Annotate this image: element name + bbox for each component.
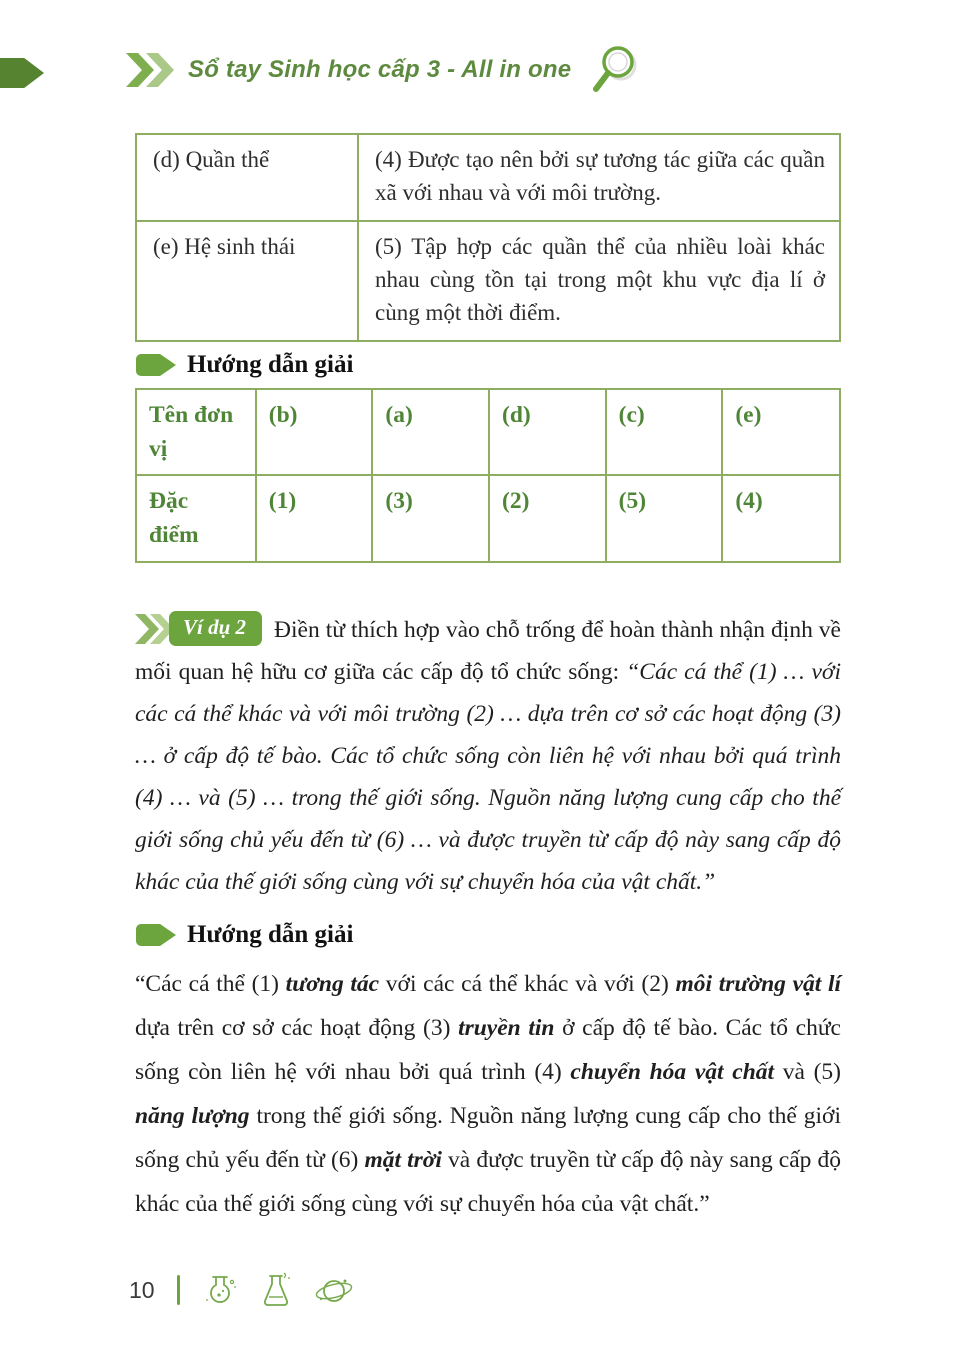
text-segment: ở cấp độ tế bào. Các tổ chức sống còn liên hệ với nhau bởi quá trình (4) [135, 1014, 841, 1085]
atom-planet-icon [312, 1270, 356, 1310]
text-segment: môi trường vật lí [675, 970, 842, 997]
footer-divider [177, 1275, 180, 1305]
footer-icons [200, 1270, 356, 1310]
double-chevron-icon [126, 53, 174, 87]
text-segment: “Các cá thể (1) [135, 970, 286, 997]
answer-cell: (5) [606, 475, 723, 561]
text-segment: và được truyền từ cấp độ này sang cấp độ khác của thế giới sống cùng với sự chuyển hóa của vật chất.” [135, 1146, 842, 1217]
answer-cell: (4) [722, 475, 840, 561]
answer-cell: (a) [372, 389, 489, 475]
answer-cell: (c) [606, 389, 723, 475]
table-row [136, 221, 840, 341]
table-row [136, 475, 840, 561]
erlenmeyer-flask-icon [256, 1270, 296, 1310]
magnifier-icon [585, 43, 641, 97]
matching-term-cell: (d) Quần thể [136, 134, 358, 221]
example2-marker [135, 611, 262, 646]
text-segment: truyền tin [458, 1014, 555, 1041]
text-segment: dựa trên cơ sở các hoạt động (3) [135, 1014, 459, 1041]
solution-heading-label: Hướng dẫn giải [187, 920, 354, 948]
matching-definition-cell: (4) Được tạo nên bởi sự tương tác giữa các quần xã với nhau và với môi trường. [358, 134, 840, 221]
matching-definition-cell: (5) Tập hợp các quần thể của nhiều loài khác nhau cùng tồn tại trong một khu vực địa lí ở cùng một thời điểm. [358, 221, 840, 341]
matching-term-cell: (e) Hệ sinh thái [136, 221, 358, 341]
chemistry-flask-icon [200, 1270, 240, 1310]
answer-cell: (b) [256, 389, 373, 475]
page-header [126, 44, 641, 96]
page-footer [129, 1270, 356, 1310]
text-segment: với các cá thể khác và với (2) [379, 970, 676, 997]
answer-cell: (2) [489, 475, 606, 561]
table-row [136, 389, 840, 475]
solution-arrow-icon [135, 923, 177, 947]
corner-ribbon-arrow [0, 58, 44, 88]
answer-cell: Đặc điểm [136, 475, 256, 561]
text-segment: tương tác [285, 970, 380, 997]
text-segment: Điền từ thích hợp vào chỗ trống để hoàn thành nhận định về mối quan hệ hữu cơ giữa các cấp độ tổ chức sống: [135, 616, 841, 685]
page-title: Sổ tay Sinh học cấp 3 - All in one [188, 56, 572, 83]
example2-paragraph [135, 609, 841, 903]
solution-heading [135, 921, 841, 949]
text-segment: chuyển hóa vật chất [570, 1058, 775, 1085]
solution-heading-label: Hướng dẫn giải [187, 351, 354, 379]
answer-cell: (d) [489, 389, 606, 475]
example2-text [135, 617, 841, 895]
solution-arrow-icon [135, 353, 177, 377]
text-segment: mặt trời [364, 1146, 442, 1173]
text-segment: “Các cá thể (1) … với các cá thể khác và với môi trường (2) … dựa trên cơ sở các hoạt động (3) … ở cấp độ tế bào. Các tổ chức sống còn liên hệ với nhau bởi quá trình (4) … và (5) … trong thế giới sống. Nguồn năng lượng cung cấp cho thế giới sống chủ yếu đến từ (6) … và được truyền từ cấp độ này sang cấp độ khác của thế giới sống cùng với sự chuyển hóa của vật chất.” [135, 658, 841, 895]
answer-cell: Tên đơn vị [136, 389, 256, 475]
example2-badge: Ví dụ 2 [169, 611, 262, 646]
content-column [135, 133, 841, 1226]
text-segment: năng lượng [135, 1102, 250, 1129]
text-segment: và (5) [774, 1058, 841, 1085]
answer-table [135, 388, 841, 562]
answer-cell: (e) [722, 389, 840, 475]
matching-table [135, 133, 841, 342]
text-segment: trong thế giới sống. Nguồn năng lượng cung cấp cho thế giới sống chủ yếu đến từ (6) [135, 1102, 841, 1173]
answer-cell: (3) [372, 475, 489, 561]
page-number: 10 [129, 1276, 155, 1303]
table-row [136, 134, 840, 221]
solution2-paragraph [135, 962, 841, 1226]
answer-cell: (1) [256, 475, 373, 561]
solution-heading [135, 351, 841, 379]
